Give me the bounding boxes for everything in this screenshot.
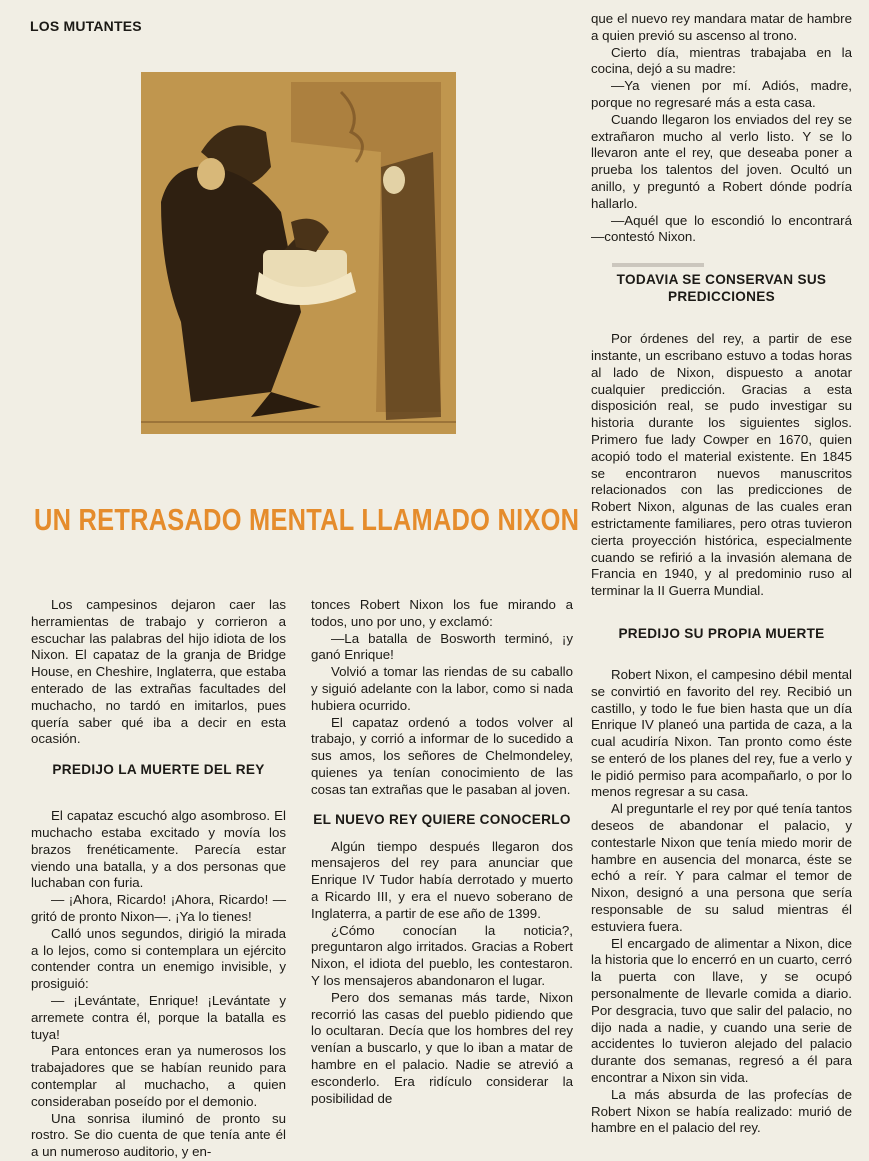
subheading: TODAVIA SE CONSERVAN SUS PREDICCIONES — [616, 272, 827, 305]
article-illustration — [141, 72, 456, 434]
illustration-drawing — [141, 72, 456, 434]
subheading: PREDIJO LA MUERTE DEL REY — [52, 762, 265, 778]
paragraph: El capataz ordenó a todos volver al trabajo, y corrió a informar de lo sucedido a sus amos, los señores de Chelmondeley, quienes ya tenían conocimiento de las cosas tan extrañas que le pasaban al joven. — [311, 714, 573, 797]
article-column-1 — [31, 597, 286, 1161]
paragraph: Los campesinos dejaron caer las herramientas de trabajo y corrieron a escuchar las palabras del hijo idiota de los Nixon. El capataz de la granja de Bridge House, en Cheshire, Inglaterra, que estaba enterado de las extrañas facultades del muchacho, no tardó en imitarlos, pues quería saber qué iba a decir en esta ocasión. — [31, 597, 286, 747]
paragraph: Cierto día, mientras trabajaba en la cocina, dejó a su madre: — [591, 44, 852, 77]
paragraph: Calló unos segundos, dirigió la mirada a lo lejos, como si contemplara un ejército contender contra un enemigo invisible, y prosiguió: — [31, 925, 286, 992]
paragraph: Robert Nixon, el campesino débil mental se convirtió en favorito del rey. Recibió un castillo, y todo le fue bien hasta que un día Enrique IV planeó una partida de caza, a la cual acudiría Nixon. Tan pronto como éste se enteró de los planes del rey, fue a verlo y le pidió permiso para acompañarlo, o por lo menos regresar a su casa. — [591, 666, 852, 800]
section-label: LOS MUTANTES — [30, 18, 142, 34]
article-column-2 — [311, 597, 573, 1107]
paragraph: tonces Robert Nixon los fue mirando a todos, uno por uno, y exclamó: — [311, 597, 573, 629]
article-column-3 — [591, 11, 852, 1137]
paragraph: — ¡Ahora, Ricardo! ¡Ahora, Ricardo! —gritó de pronto Nixon—. ¡Ya lo tienes! — [31, 892, 286, 924]
paragraph: Al preguntarle el rey por qué tenía tantos deseos de abandonar el palacio, y contestarle Nixon que tenía miedo morir de hambre en ausencia del monarca, éste se echó a reír. Y para calmar el temor de Nixon, designó a una persona que sería responsable de su salud mientras él estuviera fuera. — [591, 801, 852, 934]
subheading: EL NUEVO REY QUIERE CONOCERLO — [313, 811, 571, 827]
paragraph: —Ya vienen por mí. Adiós, madre, porque no regresaré más a esta casa. — [591, 78, 852, 110]
paragraph: ¿Cómo conocían la noticia?, preguntaron algo irritados. Gracias a Robert Nixon, el idiota del pueblo, les contestaron. Y los mensajeros abandonaron el lugar. — [311, 922, 573, 988]
article-headline: UN RETRASADO MENTAL LLAMADO NIXON — [34, 502, 580, 537]
paragraph: La más absurda de las profecías de Robert Nixon se había realizado: murió de hambre en el palacio del rey. — [591, 1086, 852, 1136]
print-smudge — [612, 263, 704, 267]
paragraph: Volvió a tomar las riendas de su caballo y siguió adelante con la labor, como si nada hubiera ocurrido. — [311, 664, 573, 713]
paragraph: — ¡Levántate, Enrique! ¡Levántate y arremete contra él, porque la batalla es tuya! — [31, 992, 286, 1042]
paragraph: Por órdenes del rey, a partir de ese instante, un escribano estuvo a todas horas al lado de Nixon, dispuesto a anotar cualquier predicción. Gracias a esta disposición real, se pudo investigar su historia durante los siguientes siglos. Primero fue lady Cowper en 1670, quien acopió todo el material existente. En 1845 se encontraron nuevos manuscritos relacionados con las predicciones de Robert Nixon, algunas de las cuales eran estrictamente familiares, pero otras tuvieron cierta proyección histórica, especialmente cuando se refirió a la invasión alemana de Francia en 1940, y al predominio ruso al terminar la II Guerra Mundial. — [591, 331, 852, 599]
paragraph: Una sonrisa iluminó de pronto su rostro. Se dio cuenta de que tenía ante él a un numeroso auditorio, y en- — [31, 1110, 286, 1160]
paragraph: Cuando llegaron los enviados del rey se extrañaron mucho al verlo listo. Y se lo llevaron ante el rey, que deseaba poner a prueba los talentos del joven. Ocultó un anillo, y preguntó a Robert dónde podría hallarlo. — [591, 111, 852, 211]
paragraph: Pero dos semanas más tarde, Nixon recorrió las casas del pueblo pidiendo que lo ocultaran. Decía que los hombres del rey venían a buscarlo, y que lo iban a matar de hambre en el palacio. Nadie se atrevió a esconderlo. Era ridículo considerar la posibilidad de — [311, 989, 573, 1106]
paragraph: que el nuevo rey mandara matar de hambre a quien previó su ascenso al trono. — [591, 11, 852, 43]
paragraph: —La batalla de Bosworth terminó, ¡y ganó Enrique! — [311, 630, 573, 663]
subheading: PREDIJO SU PROPIA MUERTE — [618, 625, 825, 641]
paragraph: El encargado de alimentar a Nixon, dice la historia que lo encerró en un cuarto, cerró la puerta con llave, y se ocupó personalmente de llevarle comida a diario. Por desgracia, tuvo que salir del palacio, no dijo nada a nadie, y cuando una serie de accidentes lo tuvieron alejado del palacio durante dos semanas, regresó a él para encontrar a Nixon sin vida. — [591, 935, 852, 1086]
paragraph: Algún tiempo después llegaron dos mensajeros del rey para anunciar que Enrique IV Tudor había derrotado y muerto a Ricardo III, y era el nuevo soberano de Inglaterra, a partir de ese año de 1399. — [311, 838, 573, 921]
paragraph: Para entonces eran ya numerosos los trabajadores que se habían reunido para contemplar al muchacho, a quien consideraban poseído por el demonio. — [31, 1043, 286, 1109]
paragraph: —Aquél que lo escondió lo encontrará —contestó Nixon. — [591, 212, 852, 245]
paragraph: El capataz escuchó algo asombroso. El muchacho estaba excitado y movía los brazos frenéticamente. Parecía estar viendo una batalla, y a dos personas que luchaban con furia. — [31, 808, 286, 891]
